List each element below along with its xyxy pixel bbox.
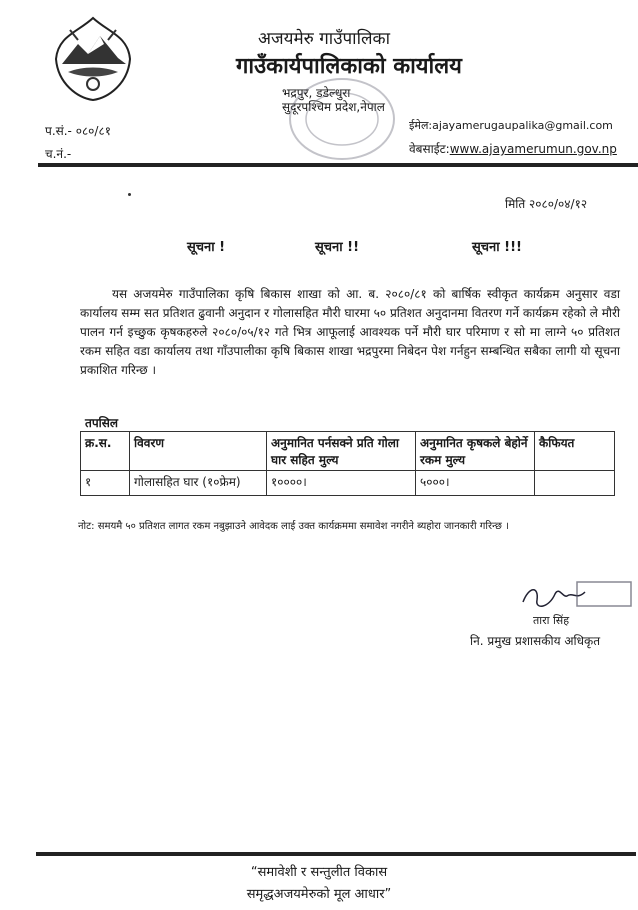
dispatch-number: च.नं.- (45, 147, 72, 161)
website-link[interactable]: www.ajayamerumun.gov.np (449, 142, 617, 156)
details-table (80, 431, 615, 496)
notice-body: यस अजयमेरु गाउँपालिका कृषि बिकास शाखा को आ. ब. २०८०/८१ को बार्षिक स्वीकृत कार्यक्रम अनुसार वडा कार्यालय सम्म सत प्रतिशत ढुवानी अनुदान र गोलासहित मौरी घारमा ५० प्रतिशत अनुदानमा वितरण गर्ने कार्यक्रम रहेको ले मौरी पालन गर्न इच्छुक कृषकहरुले २०८०/०५/१२ गते भित्र आफूलाई आवश्यक पर्ने मौरी घार परिमाण र सो मा लाग्ने ५० प्रतिशत रकम सहित वडा कार्यालय तथा गाँउपालीका कृषि बिकास शाखा भद्रपुरमा निबेदन पेश गर्नहुन सम्बन्धित सबैका लागी यो सूचना प्रकाशित गरिन्छ । (80, 287, 621, 377)
footnote: नोट: समयमै ५० प्रतिशत लागत रकम नबुझाउने आवेदक लाई उक्त कार्यक्रममा समावेश नगरीने ब्यहोरा जानकारी गरिन्छ । (78, 521, 509, 532)
header-estimated-price: अनुमानित पर्नसक्ने प्रति गोला घार सहित मुल्य (267, 432, 416, 471)
header-divider (38, 163, 638, 167)
cell-remarks (535, 471, 615, 496)
office-stamp-icon (282, 74, 402, 164)
reference-number: प.सं.- ०८०/८१ (45, 124, 111, 138)
motto-line-1: “समावेशी र सन्तुलीत विकास (250, 865, 388, 880)
notice-heading-1: सूचना ! (187, 240, 226, 255)
website-label: वेबसाईट: (409, 142, 450, 156)
office-name: गाउँकार्यपालिकाको कार्यालय (236, 54, 462, 79)
email-address: ईमेल:ajayamerugaupalika@gmail.com (409, 119, 613, 132)
stray-mark (128, 193, 131, 196)
table-row (81, 471, 615, 496)
header-description: विवरण (130, 432, 267, 471)
office-province: सुदूरपश्चिम प्रदेश,नेपाल (282, 100, 385, 114)
signatory-name: तारा सिंह (533, 614, 570, 627)
office-address: भद्रपुर, डडेल्धुरा (282, 86, 351, 100)
cell-farmer-share: ५०००। (416, 471, 535, 496)
signature-icon (515, 578, 635, 618)
notice-date: मिति २०८०/०४/१२ (505, 197, 588, 211)
cell-serial: १ (81, 471, 130, 496)
website-line (409, 140, 617, 157)
table-title: तपसिल (85, 416, 119, 430)
table-header-row (81, 432, 615, 471)
municipality-name: अजयमेरु गाउँपालिका (258, 29, 390, 49)
cell-description: गोलासहित घार (१०फ्रेम) (130, 471, 267, 496)
header-farmer-share: अनुमानित कृषकले बेहोर्ने रकम मुल्य (416, 432, 535, 471)
header-remarks: कैफियत (535, 432, 615, 471)
footer-divider (36, 852, 636, 856)
signatory-designation: नि. प्रमुख प्रशासकीय अधिकृत (470, 634, 601, 648)
cell-estimated-price: १००००। (267, 471, 416, 496)
notice-heading-2: सूचना !! (315, 240, 360, 255)
notice-heading-3: सूचना !!! (472, 240, 522, 255)
motto-line-2: समृद्धअजयमेरुको मूल आधार” (246, 887, 392, 902)
header-serial: क्र.स. (81, 432, 130, 471)
